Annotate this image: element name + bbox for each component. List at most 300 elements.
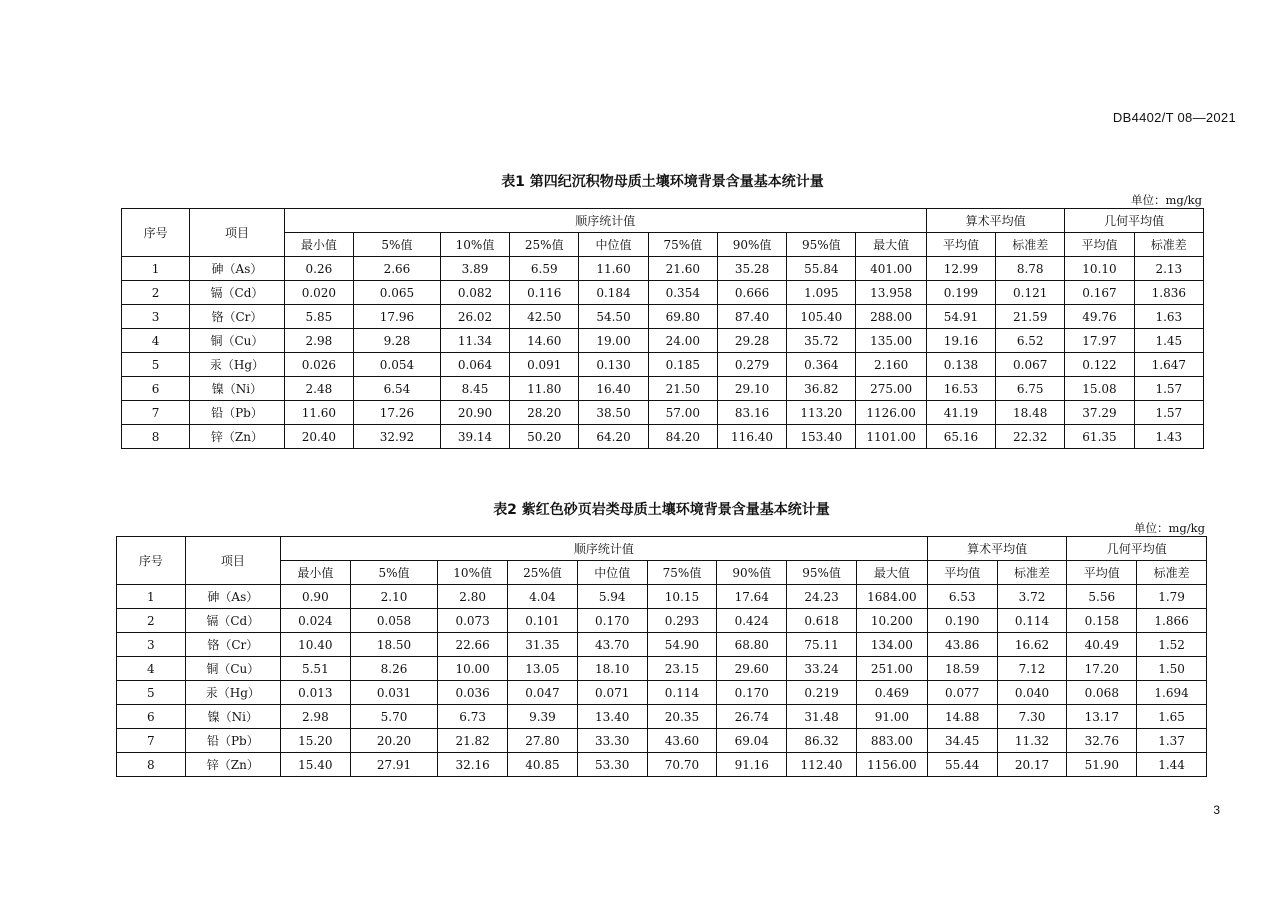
value-cell: 20.17 xyxy=(997,753,1067,777)
header-item: 项目 xyxy=(190,209,285,257)
table-row xyxy=(122,281,1204,305)
value-cell: 3.72 xyxy=(997,585,1067,609)
row-number-cell: 1 xyxy=(122,257,190,281)
value-cell: 275.00 xyxy=(856,377,926,401)
value-cell: 10.15 xyxy=(647,585,717,609)
value-cell: 16.53 xyxy=(926,377,995,401)
value-cell: 0.90 xyxy=(280,585,350,609)
column-header: 平均值 xyxy=(1067,561,1137,585)
value-cell: 0.114 xyxy=(997,609,1067,633)
value-cell: 17.97 xyxy=(1065,329,1134,353)
value-cell: 1.836 xyxy=(1134,281,1203,305)
element-name-cell: 锌（Zn） xyxy=(185,753,280,777)
header-row-group xyxy=(122,209,1204,233)
value-cell: 55.84 xyxy=(787,257,856,281)
column-header: 95%值 xyxy=(787,233,856,257)
value-cell: 17.20 xyxy=(1067,657,1137,681)
header-geo-mean: 几何平均值 xyxy=(1067,537,1207,561)
value-cell: 27.80 xyxy=(508,729,578,753)
value-cell: 401.00 xyxy=(856,257,926,281)
value-cell: 0.138 xyxy=(926,353,995,377)
column-header: 最小值 xyxy=(284,233,353,257)
value-cell: 0.026 xyxy=(284,353,353,377)
row-number-cell: 4 xyxy=(117,657,186,681)
table-row xyxy=(122,377,1204,401)
value-cell: 0.184 xyxy=(579,281,648,305)
value-cell: 70.70 xyxy=(647,753,717,777)
value-cell: 0.077 xyxy=(927,681,997,705)
value-cell: 0.130 xyxy=(579,353,648,377)
value-cell: 3.89 xyxy=(440,257,509,281)
value-cell: 21.60 xyxy=(648,257,717,281)
element-name-cell: 镉（Cd） xyxy=(185,609,280,633)
row-number-cell: 2 xyxy=(117,609,186,633)
value-cell: 8.78 xyxy=(996,257,1065,281)
value-cell: 91.00 xyxy=(856,705,927,729)
table-row xyxy=(117,585,1207,609)
value-cell: 6.52 xyxy=(996,329,1065,353)
value-cell: 32.76 xyxy=(1067,729,1137,753)
column-header: 5%值 xyxy=(354,233,441,257)
value-cell: 2.98 xyxy=(280,705,350,729)
value-cell: 7.30 xyxy=(997,705,1067,729)
element-name-cell: 铬（Cr） xyxy=(190,305,285,329)
column-header: 10%值 xyxy=(438,561,508,585)
value-cell: 10.10 xyxy=(1065,257,1134,281)
header-order-stats: 顺序统计值 xyxy=(284,209,926,233)
table-title: 表1 第四纪沉积物母质土壤环境背景含量基本统计量 xyxy=(501,174,824,190)
value-cell: 54.50 xyxy=(579,305,648,329)
value-cell: 1.79 xyxy=(1137,585,1207,609)
value-cell: 32.16 xyxy=(438,753,508,777)
column-header: 标准差 xyxy=(1134,233,1203,257)
value-cell: 1.57 xyxy=(1134,401,1203,425)
row-number-cell: 6 xyxy=(117,705,186,729)
value-cell: 14.60 xyxy=(510,329,579,353)
value-cell: 2.13 xyxy=(1134,257,1203,281)
value-cell: 2.10 xyxy=(350,585,438,609)
value-cell: 15.40 xyxy=(280,753,350,777)
value-cell: 0.064 xyxy=(440,353,509,377)
value-cell: 0.199 xyxy=(926,281,995,305)
value-cell: 13.40 xyxy=(577,705,647,729)
value-cell: 0.101 xyxy=(508,609,578,633)
row-number-cell: 8 xyxy=(122,425,190,449)
value-cell: 0.073 xyxy=(438,609,508,633)
value-cell: 11.60 xyxy=(579,257,648,281)
unit-label: 单位：mg/kg xyxy=(1134,521,1205,535)
value-cell: 35.72 xyxy=(787,329,856,353)
row-number-cell: 8 xyxy=(117,753,186,777)
value-cell: 288.00 xyxy=(856,305,926,329)
element-name-cell: 铬（Cr） xyxy=(185,633,280,657)
value-cell: 40.49 xyxy=(1067,633,1137,657)
value-cell: 23.15 xyxy=(647,657,717,681)
row-number-cell: 5 xyxy=(122,353,190,377)
value-cell: 0.040 xyxy=(997,681,1067,705)
value-cell: 87.40 xyxy=(717,305,786,329)
value-cell: 0.067 xyxy=(996,353,1065,377)
value-cell: 17.26 xyxy=(354,401,441,425)
value-cell: 153.40 xyxy=(787,425,856,449)
statistics-table xyxy=(121,208,1204,449)
value-cell: 6.73 xyxy=(438,705,508,729)
value-cell: 18.48 xyxy=(996,401,1065,425)
value-cell: 116.40 xyxy=(717,425,786,449)
value-cell: 83.16 xyxy=(717,401,786,425)
value-cell: 0.158 xyxy=(1067,609,1137,633)
element-name-cell: 汞（Hg） xyxy=(190,353,285,377)
value-cell: 28.20 xyxy=(510,401,579,425)
element-name-cell: 镉（Cd） xyxy=(190,281,285,305)
header-row-columns xyxy=(122,233,1204,257)
value-cell: 18.59 xyxy=(927,657,997,681)
value-cell: 0.618 xyxy=(787,609,857,633)
value-cell: 1.43 xyxy=(1134,425,1203,449)
column-header: 25%值 xyxy=(510,233,579,257)
value-cell: 43.86 xyxy=(927,633,997,657)
value-cell: 0.26 xyxy=(284,257,353,281)
value-cell: 5.51 xyxy=(280,657,350,681)
element-name-cell: 锌（Zn） xyxy=(190,425,285,449)
value-cell: 64.20 xyxy=(579,425,648,449)
value-cell: 29.10 xyxy=(717,377,786,401)
row-number-cell: 6 xyxy=(122,377,190,401)
value-cell: 10.40 xyxy=(280,633,350,657)
value-cell: 86.32 xyxy=(787,729,857,753)
value-cell: 0.185 xyxy=(648,353,717,377)
element-name-cell: 砷（As） xyxy=(190,257,285,281)
value-cell: 883.00 xyxy=(856,729,927,753)
value-cell: 1.50 xyxy=(1137,657,1207,681)
value-cell: 91.16 xyxy=(717,753,787,777)
value-cell: 0.031 xyxy=(350,681,438,705)
value-cell: 42.50 xyxy=(510,305,579,329)
value-cell: 17.64 xyxy=(717,585,787,609)
value-cell: 36.82 xyxy=(787,377,856,401)
value-cell: 19.16 xyxy=(926,329,995,353)
value-cell: 1.45 xyxy=(1134,329,1203,353)
value-cell: 0.082 xyxy=(440,281,509,305)
header-row-columns xyxy=(117,561,1207,585)
value-cell: 0.170 xyxy=(717,681,787,705)
table-row xyxy=(117,609,1207,633)
value-cell: 9.28 xyxy=(354,329,441,353)
value-cell: 15.08 xyxy=(1065,377,1134,401)
value-cell: 20.40 xyxy=(284,425,353,449)
value-cell: 0.058 xyxy=(350,609,438,633)
column-header: 90%值 xyxy=(717,561,787,585)
value-cell: 5.70 xyxy=(350,705,438,729)
value-cell: 31.35 xyxy=(508,633,578,657)
value-cell: 51.90 xyxy=(1067,753,1137,777)
value-cell: 0.170 xyxy=(577,609,647,633)
value-cell: 8.26 xyxy=(350,657,438,681)
row-number-cell: 5 xyxy=(117,681,186,705)
column-header: 75%值 xyxy=(648,233,717,257)
value-cell: 12.99 xyxy=(926,257,995,281)
value-cell: 2.160 xyxy=(856,353,926,377)
value-cell: 33.24 xyxy=(787,657,857,681)
column-header: 标准差 xyxy=(996,233,1065,257)
value-cell: 69.80 xyxy=(648,305,717,329)
column-header: 最小值 xyxy=(280,561,350,585)
value-cell: 61.35 xyxy=(1065,425,1134,449)
table-row xyxy=(117,729,1207,753)
value-cell: 112.40 xyxy=(787,753,857,777)
value-cell: 43.60 xyxy=(647,729,717,753)
value-cell: 13.05 xyxy=(508,657,578,681)
value-cell: 68.80 xyxy=(717,633,787,657)
value-cell: 55.44 xyxy=(927,753,997,777)
value-cell: 43.70 xyxy=(577,633,647,657)
value-cell: 0.116 xyxy=(510,281,579,305)
value-cell: 1156.00 xyxy=(856,753,927,777)
value-cell: 1.37 xyxy=(1137,729,1207,753)
value-cell: 54.90 xyxy=(647,633,717,657)
value-cell: 15.20 xyxy=(280,729,350,753)
value-cell: 0.666 xyxy=(717,281,786,305)
document-code: DB4402/T 08—2021 xyxy=(1112,110,1236,125)
value-cell: 6.54 xyxy=(354,377,441,401)
value-cell: 13.958 xyxy=(856,281,926,305)
value-cell: 39.14 xyxy=(440,425,509,449)
unit-label: 单位：mg/kg xyxy=(1131,193,1202,207)
value-cell: 65.16 xyxy=(926,425,995,449)
value-cell: 2.48 xyxy=(284,377,353,401)
value-cell: 84.20 xyxy=(648,425,717,449)
header-item: 项目 xyxy=(185,537,280,585)
value-cell: 20.20 xyxy=(350,729,438,753)
column-header: 平均值 xyxy=(1065,233,1134,257)
element-name-cell: 铜（Cu） xyxy=(190,329,285,353)
header-geo-mean: 几何平均值 xyxy=(1065,209,1204,233)
value-cell: 2.66 xyxy=(354,257,441,281)
value-cell: 21.82 xyxy=(438,729,508,753)
value-cell: 0.024 xyxy=(280,609,350,633)
column-header: 最大值 xyxy=(856,561,927,585)
row-number-cell: 1 xyxy=(117,585,186,609)
value-cell: 0.293 xyxy=(647,609,717,633)
table-1-block xyxy=(121,171,1204,449)
value-cell: 0.071 xyxy=(577,681,647,705)
value-cell: 24.00 xyxy=(648,329,717,353)
header-row-group xyxy=(117,537,1207,561)
value-cell: 135.00 xyxy=(856,329,926,353)
column-header: 75%值 xyxy=(647,561,717,585)
value-cell: 29.28 xyxy=(717,329,786,353)
value-cell: 1684.00 xyxy=(856,585,927,609)
table-row xyxy=(117,705,1207,729)
value-cell: 0.279 xyxy=(717,353,786,377)
value-cell: 33.30 xyxy=(577,729,647,753)
table-row xyxy=(122,305,1204,329)
table-row xyxy=(122,353,1204,377)
value-cell: 32.92 xyxy=(354,425,441,449)
column-header: 标准差 xyxy=(1137,561,1207,585)
value-cell: 6.75 xyxy=(996,377,1065,401)
value-cell: 1.647 xyxy=(1134,353,1203,377)
value-cell: 5.56 xyxy=(1067,585,1137,609)
value-cell: 21.59 xyxy=(996,305,1065,329)
value-cell: 0.122 xyxy=(1065,353,1134,377)
element-name-cell: 铅（Pb） xyxy=(190,401,285,425)
value-cell: 41.19 xyxy=(926,401,995,425)
element-name-cell: 铅（Pb） xyxy=(185,729,280,753)
table-row xyxy=(117,753,1207,777)
value-cell: 53.30 xyxy=(577,753,647,777)
column-header: 平均值 xyxy=(926,233,995,257)
column-header: 90%值 xyxy=(717,233,786,257)
value-cell: 0.068 xyxy=(1067,681,1137,705)
value-cell: 26.74 xyxy=(717,705,787,729)
value-cell: 1.095 xyxy=(787,281,856,305)
column-header: 平均值 xyxy=(927,561,997,585)
value-cell: 0.065 xyxy=(354,281,441,305)
value-cell: 57.00 xyxy=(648,401,717,425)
table-title: 表2 紫红色砂页岩类母质土壤环境背景含量基本统计量 xyxy=(493,502,830,518)
table-row xyxy=(122,425,1204,449)
header-seq: 序号 xyxy=(122,209,190,257)
row-number-cell: 3 xyxy=(122,305,190,329)
element-name-cell: 砷（As） xyxy=(185,585,280,609)
value-cell: 2.80 xyxy=(438,585,508,609)
value-cell: 0.091 xyxy=(510,353,579,377)
value-cell: 18.10 xyxy=(577,657,647,681)
value-cell: 8.45 xyxy=(440,377,509,401)
value-cell: 49.76 xyxy=(1065,305,1134,329)
value-cell: 75.11 xyxy=(787,633,857,657)
value-cell: 0.020 xyxy=(284,281,353,305)
element-name-cell: 镍（Ni） xyxy=(190,377,285,401)
row-number-cell: 4 xyxy=(122,329,190,353)
value-cell: 0.121 xyxy=(996,281,1065,305)
value-cell: 5.94 xyxy=(577,585,647,609)
value-cell: 0.469 xyxy=(856,681,927,705)
value-cell: 50.20 xyxy=(510,425,579,449)
value-cell: 19.00 xyxy=(579,329,648,353)
value-cell: 20.35 xyxy=(647,705,717,729)
table-row xyxy=(117,633,1207,657)
column-header: 标准差 xyxy=(997,561,1067,585)
value-cell: 0.013 xyxy=(280,681,350,705)
header-order-stats: 顺序统计值 xyxy=(280,537,927,561)
value-cell: 10.200 xyxy=(856,609,927,633)
value-cell: 26.02 xyxy=(440,305,509,329)
value-cell: 17.96 xyxy=(354,305,441,329)
header-arith-mean: 算术平均值 xyxy=(927,537,1067,561)
value-cell: 4.04 xyxy=(508,585,578,609)
value-cell: 54.91 xyxy=(926,305,995,329)
value-cell: 1.65 xyxy=(1137,705,1207,729)
value-cell: 40.85 xyxy=(508,753,578,777)
value-cell: 14.88 xyxy=(927,705,997,729)
value-cell: 1.866 xyxy=(1137,609,1207,633)
value-cell: 31.48 xyxy=(787,705,857,729)
header-seq: 序号 xyxy=(117,537,186,585)
value-cell: 38.50 xyxy=(579,401,648,425)
value-cell: 1.52 xyxy=(1137,633,1207,657)
value-cell: 16.62 xyxy=(997,633,1067,657)
value-cell: 251.00 xyxy=(856,657,927,681)
value-cell: 22.66 xyxy=(438,633,508,657)
value-cell: 27.91 xyxy=(350,753,438,777)
value-cell: 1126.00 xyxy=(856,401,926,425)
value-cell: 69.04 xyxy=(717,729,787,753)
header-arith-mean: 算术平均值 xyxy=(926,209,1065,233)
value-cell: 1.57 xyxy=(1134,377,1203,401)
value-cell: 0.047 xyxy=(508,681,578,705)
value-cell: 16.40 xyxy=(579,377,648,401)
value-cell: 5.85 xyxy=(284,305,353,329)
value-cell: 9.39 xyxy=(508,705,578,729)
column-header: 95%值 xyxy=(787,561,857,585)
column-header: 最大值 xyxy=(856,233,926,257)
value-cell: 0.036 xyxy=(438,681,508,705)
table-row xyxy=(122,329,1204,353)
value-cell: 2.98 xyxy=(284,329,353,353)
value-cell: 6.53 xyxy=(927,585,997,609)
page-number: 3 xyxy=(1213,803,1220,817)
value-cell: 113.20 xyxy=(787,401,856,425)
value-cell: 37.29 xyxy=(1065,401,1134,425)
statistics-table xyxy=(116,536,1207,777)
row-number-cell: 2 xyxy=(122,281,190,305)
value-cell: 11.32 xyxy=(997,729,1067,753)
value-cell: 0.424 xyxy=(717,609,787,633)
column-header: 25%值 xyxy=(508,561,578,585)
table-row xyxy=(122,401,1204,425)
value-cell: 1.694 xyxy=(1137,681,1207,705)
element-name-cell: 汞（Hg） xyxy=(185,681,280,705)
value-cell: 24.23 xyxy=(787,585,857,609)
value-cell: 18.50 xyxy=(350,633,438,657)
row-number-cell: 3 xyxy=(117,633,186,657)
value-cell: 22.32 xyxy=(996,425,1065,449)
value-cell: 1.63 xyxy=(1134,305,1203,329)
value-cell: 11.60 xyxy=(284,401,353,425)
table-row xyxy=(122,257,1204,281)
column-header: 10%值 xyxy=(440,233,509,257)
value-cell: 29.60 xyxy=(717,657,787,681)
column-header: 5%值 xyxy=(350,561,438,585)
value-cell: 0.114 xyxy=(647,681,717,705)
element-name-cell: 镍（Ni） xyxy=(185,705,280,729)
value-cell: 1101.00 xyxy=(856,425,926,449)
value-cell: 11.80 xyxy=(510,377,579,401)
value-cell: 134.00 xyxy=(856,633,927,657)
column-header: 中位值 xyxy=(577,561,647,585)
table-row xyxy=(117,657,1207,681)
value-cell: 1.44 xyxy=(1137,753,1207,777)
value-cell: 21.50 xyxy=(648,377,717,401)
element-name-cell: 铜（Cu） xyxy=(185,657,280,681)
value-cell: 10.00 xyxy=(438,657,508,681)
value-cell: 0.364 xyxy=(787,353,856,377)
value-cell: 105.40 xyxy=(787,305,856,329)
value-cell: 0.190 xyxy=(927,609,997,633)
value-cell: 7.12 xyxy=(997,657,1067,681)
row-number-cell: 7 xyxy=(117,729,186,753)
value-cell: 34.45 xyxy=(927,729,997,753)
table-2-block xyxy=(116,499,1207,777)
value-cell: 0.054 xyxy=(354,353,441,377)
value-cell: 0.219 xyxy=(787,681,857,705)
value-cell: 13.17 xyxy=(1067,705,1137,729)
column-header: 中位值 xyxy=(579,233,648,257)
value-cell: 35.28 xyxy=(717,257,786,281)
row-number-cell: 7 xyxy=(122,401,190,425)
